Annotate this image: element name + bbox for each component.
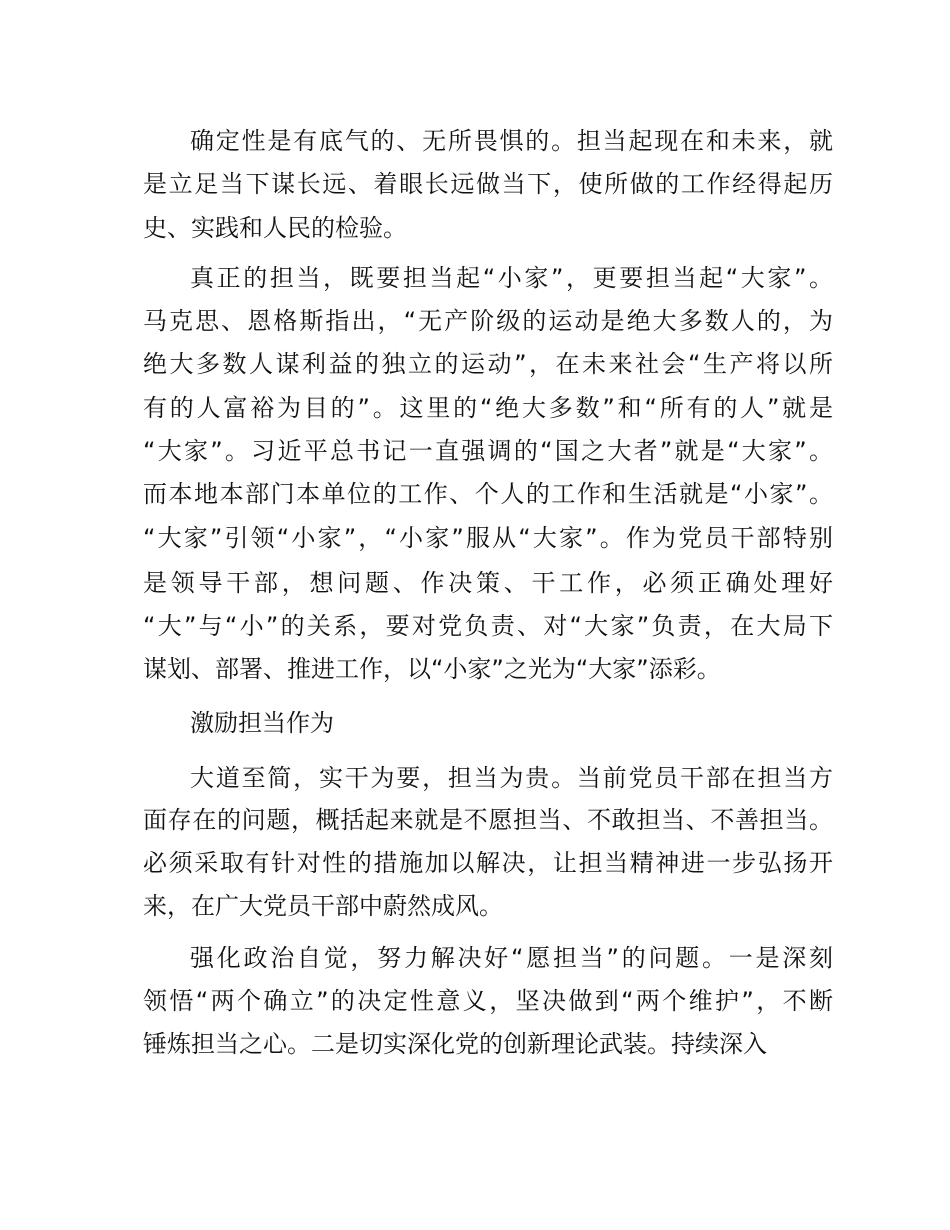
- text-line: “大家”。习近平总书记一直强调的“国之大者”就是“大家”。: [143, 437, 833, 465]
- text-line: 史、实践和人民的检验。: [143, 214, 407, 242]
- text-line: 谋划、部署、推进工作，以“小家”之光为“大家”添彩。: [143, 655, 721, 683]
- text-line: 是领导干部，想问题、作决策、干工作，必须正确处理好: [143, 569, 833, 597]
- text-line: “大”与“小”的关系，要对党负责、对“大家”负责，在大局下: [143, 612, 833, 640]
- heading-text: 激励担当作为: [190, 709, 334, 737]
- text-line: 真正的担当，既要担当起“小家”，更要担当起“大家”。: [190, 264, 833, 292]
- text-line: 确定性是有底气的、无所畏惧的。担当起现在和未来，就: [190, 127, 833, 155]
- text-line: 强化政治自觉，努力解决好“愿担当”的问题。一是深刻: [190, 944, 833, 972]
- text-line: 是立足当下谋长远、着眼长远做当下，使所做的工作经得起历: [143, 170, 833, 198]
- text-line: 来，在广大党员干部中蔚然成风。: [143, 892, 503, 920]
- text-line: 有的人富裕为目的”。这里的“绝大多数”和“所有的人”就是: [143, 394, 833, 422]
- text-line: 大道至简，实干为要，担当为贵。当前党员干部在担当方: [190, 764, 833, 792]
- text-line: 绝大多数人谋利益的独立的运动”，在未来社会“生产将以所: [143, 350, 833, 378]
- text-line: 面存在的问题，概括起来就是不愿担当、不敢担当、不善担当。: [143, 806, 833, 834]
- text-line: 而本地本部门本单位的工作、个人的工作和生活就是“小家”。: [143, 480, 833, 508]
- text-line: 锤炼担当之心。二是切实深化党的创新理论武装。持续深入: [143, 1030, 767, 1058]
- text-line: 领悟“两个确立”的决定性意义，坚决做到“两个维护”，不断: [143, 987, 833, 1015]
- text-line: 马克思、恩格斯指出，“无产阶级的运动是绝大多数人的，为: [143, 307, 833, 335]
- text-line: 必须采取有针对性的措施加以解决，让担当精神进一步弘扬开: [143, 849, 833, 877]
- text-line: “大家”引领“小家”，“小家”服从“大家”。作为党员干部特别: [143, 524, 833, 552]
